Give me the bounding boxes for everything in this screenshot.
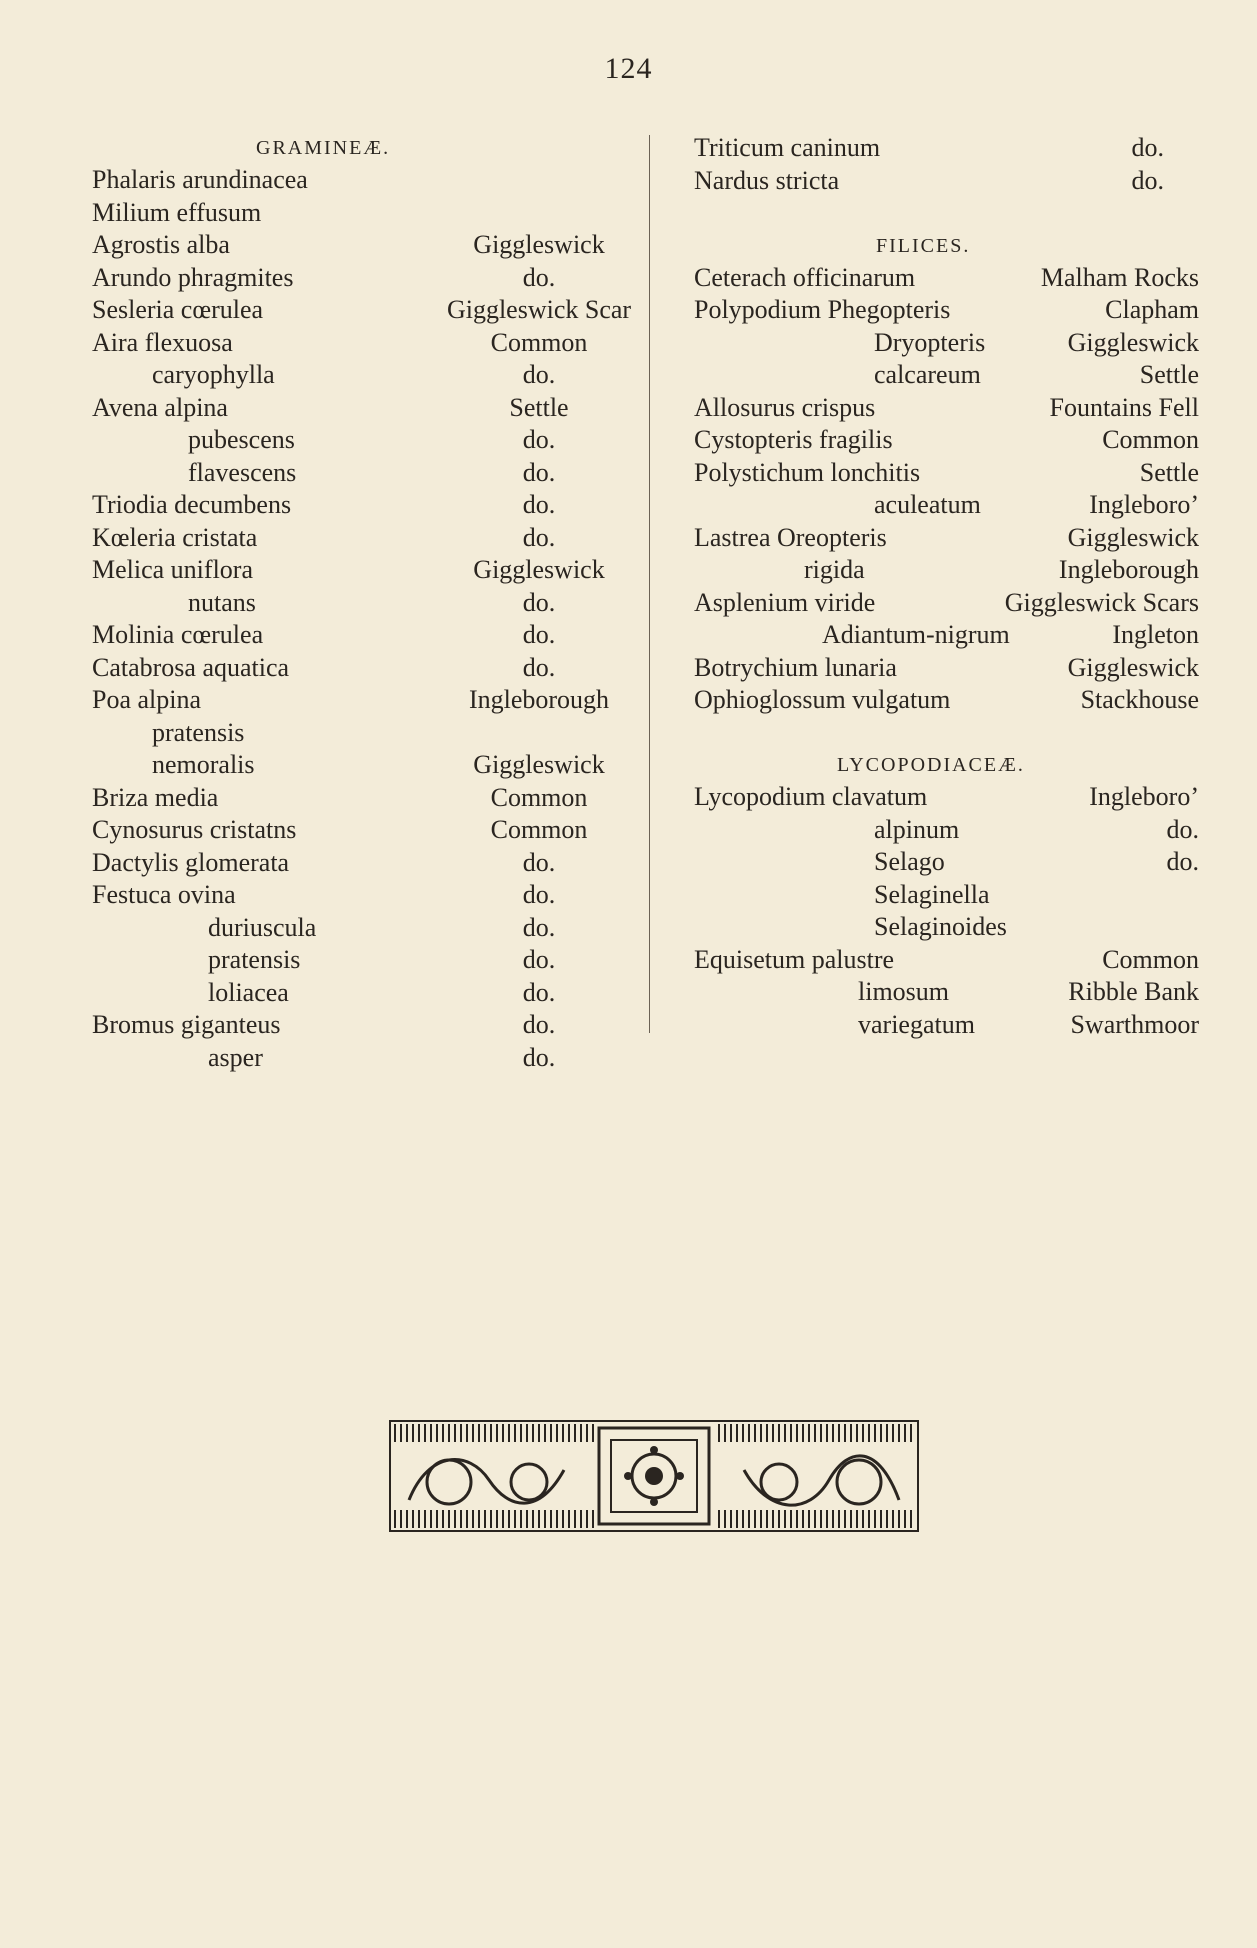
species-name: Kœleria cristata: [92, 522, 258, 552]
list-item: [694, 846, 1204, 879]
locality: Giggleswick: [473, 750, 605, 779]
locality: Ingleboro’: [1089, 490, 1199, 519]
column-divider: [649, 135, 650, 1033]
locality: Settle: [509, 392, 569, 422]
decorative-ornament-band: [389, 1420, 919, 1532]
list-item: [694, 327, 1204, 360]
left-column: [92, 132, 632, 1074]
list-item: [694, 522, 1204, 555]
species-name: Milium effusum: [92, 197, 262, 227]
section-heading-lycopodiaceae: LYCOPODIACEÆ.: [837, 754, 1025, 776]
locality: Giggleswick: [473, 230, 605, 259]
locality: do.: [1166, 814, 1199, 844]
locality: do.: [1131, 133, 1164, 162]
locality: do.: [522, 1042, 556, 1072]
locality: do.: [522, 620, 556, 649]
list-item: [694, 489, 1204, 522]
species-name: limosum: [858, 977, 950, 1006]
species-name: Cystopteris fragilis: [694, 425, 893, 454]
list-item: [92, 912, 592, 945]
locality: Ribble Bank: [1068, 977, 1199, 1006]
species-name: Melica uniflora: [92, 555, 253, 584]
locality: Giggleswick: [1067, 522, 1199, 552]
species-name: Adiantum-nigrum: [822, 620, 1010, 649]
species-name: alpinum: [874, 814, 960, 844]
species-name: Bromus giganteus: [92, 1010, 281, 1039]
list-item: [92, 229, 605, 262]
species-name: Avena alpina: [92, 392, 228, 422]
list-item: [694, 165, 1204, 198]
filices-list: [694, 262, 1204, 717]
locality: Ingleton: [1112, 620, 1199, 649]
list-item: [694, 554, 1204, 587]
list-item: [694, 294, 1204, 327]
species-name: asper: [208, 1042, 263, 1072]
species-name: Catabrosa aquatica: [92, 652, 290, 682]
species-name: Lycopodium clavatum: [694, 782, 928, 811]
locality: do.: [522, 1010, 556, 1039]
list-item: [694, 262, 1204, 295]
right-top-list: [694, 132, 1204, 197]
locality: do.: [522, 880, 556, 909]
list-item: [92, 327, 592, 360]
species-name: Triticum caninum: [694, 133, 881, 162]
list-item: [694, 814, 1204, 847]
species-name: Sesleria cœrulea: [92, 295, 264, 324]
list-item: [694, 911, 1204, 944]
list-item: [92, 392, 592, 425]
locality: Fountains Fell: [1049, 392, 1199, 422]
locality: do.: [522, 977, 556, 1007]
species-name: Selaginoides: [874, 912, 1007, 941]
list-item: [92, 359, 592, 392]
species-name: Aira flexuosa: [92, 327, 233, 357]
right-column: [694, 132, 1204, 1041]
list-item: [694, 781, 1204, 814]
species-name: nutans: [188, 587, 256, 617]
list-item: [92, 814, 592, 847]
locality: Stackhouse: [1080, 685, 1199, 714]
list-item: [694, 1009, 1204, 1042]
list-item: [694, 457, 1204, 490]
species-name: Molinia cœrulea: [92, 620, 264, 649]
list-item: [92, 652, 592, 685]
species-name: Briza media: [92, 782, 219, 812]
species-name: variegatum: [858, 1009, 975, 1039]
locality: do.: [1166, 847, 1199, 876]
locality: do.: [1131, 165, 1164, 195]
species-name: Nardus stricta: [694, 165, 840, 195]
list-item: [92, 522, 592, 555]
list-item: [92, 977, 592, 1010]
section-gap: [694, 197, 1204, 230]
species-name: pubescens: [188, 425, 295, 454]
locality: Giggleswick: [1067, 327, 1199, 357]
list-item: [694, 132, 1204, 165]
locality: do.: [522, 587, 556, 617]
list-item: [92, 782, 592, 815]
species-name: Ophioglossum vulgatum: [694, 685, 951, 714]
species-name: Botrychium lunaria: [694, 652, 897, 682]
locality: Settle: [1139, 360, 1199, 389]
species-name: loliacea: [208, 977, 289, 1007]
list-item: [92, 262, 592, 295]
lycopodiaceae-list: [694, 781, 1204, 1041]
locality: Ingleborough: [468, 685, 610, 714]
species-name: aculeatum: [874, 490, 981, 519]
page-number: 124: [604, 52, 653, 85]
species-name: Ceterach officinarum: [694, 262, 916, 292]
species-name: Equisetum palustre: [694, 944, 895, 974]
list-item: [92, 944, 592, 977]
list-item: [92, 457, 592, 490]
species-name: Polypodium Phegopteris: [694, 295, 951, 324]
list-item: [694, 684, 1204, 717]
species-name: Dryopteris: [874, 327, 986, 357]
species-name: caryophylla: [152, 360, 275, 389]
list-item: [694, 392, 1204, 425]
locality: do.: [522, 912, 556, 942]
species-name: Lastrea Oreopteris: [694, 522, 887, 552]
species-name: Polystichum lonchitis: [694, 457, 921, 487]
locality: Settle: [1139, 457, 1199, 487]
species-name: Festuca ovina: [92, 880, 236, 909]
locality: do.: [522, 360, 556, 389]
locality: do.: [522, 652, 556, 682]
species-name: flavescens: [188, 457, 297, 487]
list-item: [92, 197, 592, 230]
list-item: [92, 879, 592, 912]
species-name: pratensis: [208, 945, 301, 974]
list-item: [92, 489, 592, 522]
list-item: [92, 684, 610, 717]
list-item: [694, 976, 1204, 1009]
locality: Giggleswick: [1067, 652, 1199, 682]
list-item: [694, 619, 1204, 652]
species-name: rigida: [804, 555, 865, 584]
list-item: [92, 1042, 592, 1075]
species-name: calcareum: [874, 360, 981, 389]
locality: Common: [1102, 425, 1199, 454]
list-item: [92, 424, 592, 457]
species-name: Allosurus crispus: [694, 392, 876, 422]
species-name: Phalaris arundinacea: [92, 165, 308, 194]
species-name: Poa alpina: [92, 685, 202, 714]
species-name: pratensis: [152, 717, 245, 747]
list-item: [694, 359, 1204, 392]
locality: do.: [522, 490, 556, 519]
locality: do.: [522, 425, 556, 454]
locality: do.: [522, 522, 556, 552]
locality: Common: [490, 327, 588, 357]
list-item: [92, 164, 592, 197]
list-item: [694, 587, 1204, 620]
locality: Common: [490, 782, 588, 812]
list-item: [92, 1009, 592, 1042]
list-item: [92, 619, 592, 652]
species-name: Asplenium viride: [694, 587, 876, 617]
list-item: [92, 294, 632, 327]
species-name: Triodia decumbens: [92, 490, 292, 519]
locality: Giggleswick Scars: [1004, 587, 1199, 617]
species-name: Arundo phragmites: [92, 262, 294, 292]
locality: Common: [490, 815, 588, 844]
locality: Ingleborough: [1058, 555, 1199, 584]
list-item: [92, 717, 592, 750]
species-name: Agrostis alba: [92, 230, 230, 259]
species-name: Dactylis glomerata: [92, 847, 290, 877]
locality: Clapham: [1105, 295, 1199, 324]
locality: Malham Rocks: [1040, 262, 1199, 292]
list-item: [694, 424, 1204, 457]
locality: Giggleswick: [473, 555, 605, 584]
species-name: Selaginella: [874, 879, 990, 909]
locality: Common: [1102, 944, 1199, 974]
locality: do.: [522, 945, 556, 974]
section-gap: [694, 717, 1204, 750]
species-name: Cynosurus cristatns: [92, 815, 297, 844]
list-item: [694, 652, 1204, 685]
locality: do.: [522, 847, 556, 877]
list-item: [92, 847, 592, 880]
locality: Swarthmoor: [1070, 1009, 1199, 1039]
section-heading-gramineae: GRAMINEÆ.: [256, 137, 391, 159]
locality: do.: [522, 262, 556, 292]
locality: Ingleboro’: [1089, 782, 1199, 811]
species-name: duriuscula: [208, 912, 317, 942]
locality: Giggleswick Scar: [446, 295, 632, 324]
list-item: [92, 554, 605, 587]
species-name: Selago: [874, 847, 945, 876]
list-item: [92, 749, 605, 782]
species-name: nemoralis: [152, 750, 255, 779]
list-item: [694, 879, 1204, 912]
locality: do.: [522, 457, 556, 487]
section-heading-filices: FILICES.: [876, 234, 971, 257]
list-item: [92, 587, 592, 620]
gramineae-list: [92, 164, 632, 1074]
list-item: [694, 944, 1204, 977]
